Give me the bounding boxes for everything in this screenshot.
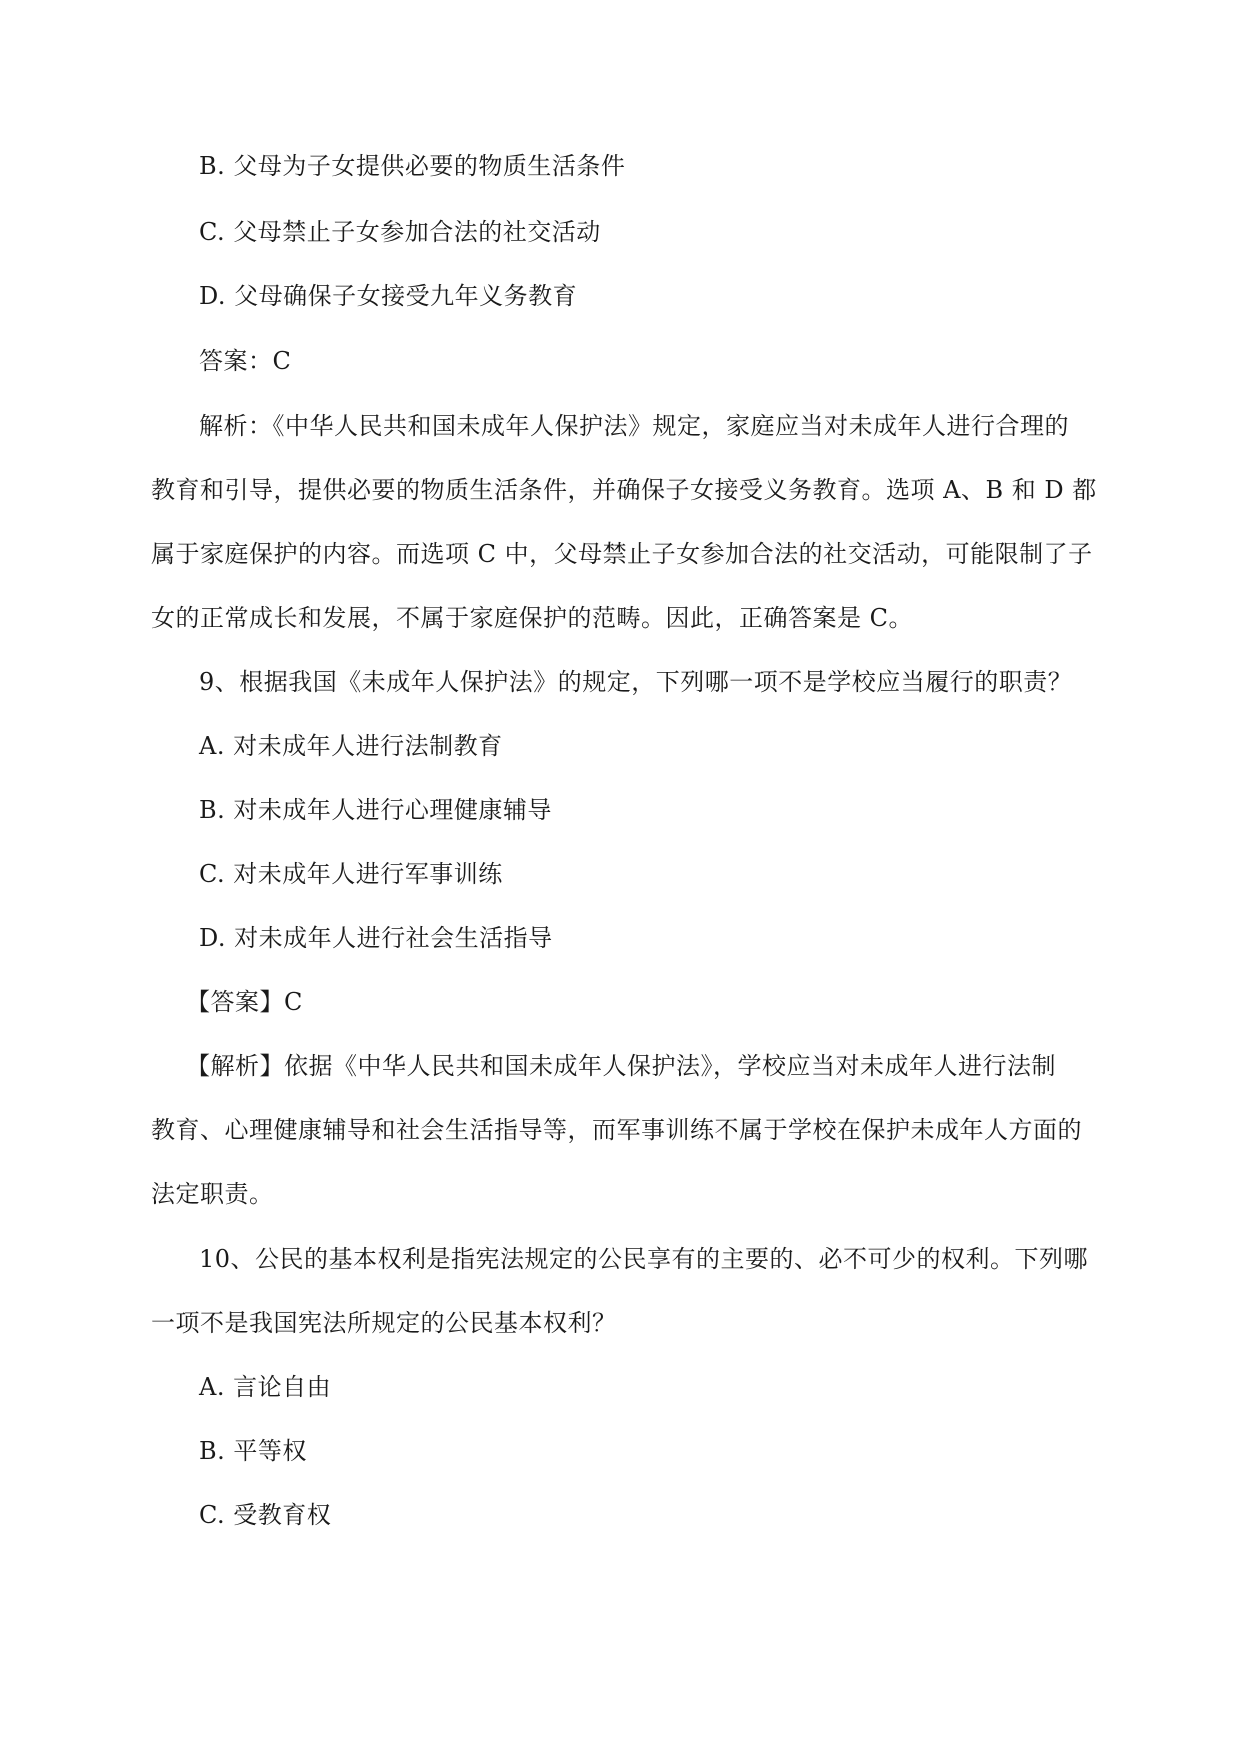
q9-option-a: A. 对未成年人进行法制教育 (199, 732, 503, 760)
q8-option-c: C. 父母禁止子女参加合法的社交活动 (199, 218, 601, 246)
q9-answer: 【答案】C (186, 988, 303, 1016)
q8-analysis-line-2: 教育和引导，提供必要的物质生活条件，并确保子女接受义务教育。选项 A、B 和 D 都 (151, 476, 1097, 504)
q9-analysis-line-2: 教育、心理健康辅导和社会生活指导等，而军事训练不属于学校在保护未成年人方面的 (151, 1116, 1082, 1144)
q9-analysis-line-3: 法定职责。 (151, 1180, 274, 1208)
q10-option-b: B. 平等权 (199, 1437, 307, 1465)
q10-option-a: A. 言论自由 (199, 1373, 332, 1401)
q8-analysis-line-1: 解析：《中华人民共和国未成年人保护法》规定，家庭应当对未成年人进行合理的 (199, 412, 1069, 440)
q10-question-line-1: 10、公民的基本权利是指宪法规定的公民享有的主要的、必不可少的权利。下列哪 (199, 1245, 1089, 1273)
q9-analysis-line-1: 【解析】依据《中华人民共和国未成年人保护法》，学校应当对未成年人进行法制 (186, 1052, 1056, 1080)
q8-analysis-line-4: 女的正常成长和发展，不属于家庭保护的范畴。因此，正确答案是 C。 (151, 604, 913, 632)
q10-option-c: C. 受教育权 (199, 1501, 332, 1529)
q9-option-b: B. 对未成年人进行心理健康辅导 (199, 796, 552, 824)
q9-question: 9、根据我国《未成年人保护法》的规定，下列哪一项不是学校应当履行的职责？ (199, 668, 1073, 696)
q8-analysis-line-3: 属于家庭保护的内容。而选项 C 中，父母禁止子女参加合法的社交活动，可能限制了子 (151, 540, 1093, 568)
q10-question-line-2: 一项不是我国宪法所规定的公民基本权利？ (151, 1309, 617, 1337)
q8-option-b: B. 父母为子女提供必要的物质生活条件 (199, 152, 626, 180)
q8-answer: 答案：C (199, 347, 292, 375)
q9-option-c: C. 对未成年人进行军事训练 (199, 860, 503, 888)
q9-option-d: D. 对未成年人进行社会生活指导 (199, 924, 553, 952)
q8-option-d: D. 父母确保子女接受九年义务教育 (199, 282, 578, 310)
